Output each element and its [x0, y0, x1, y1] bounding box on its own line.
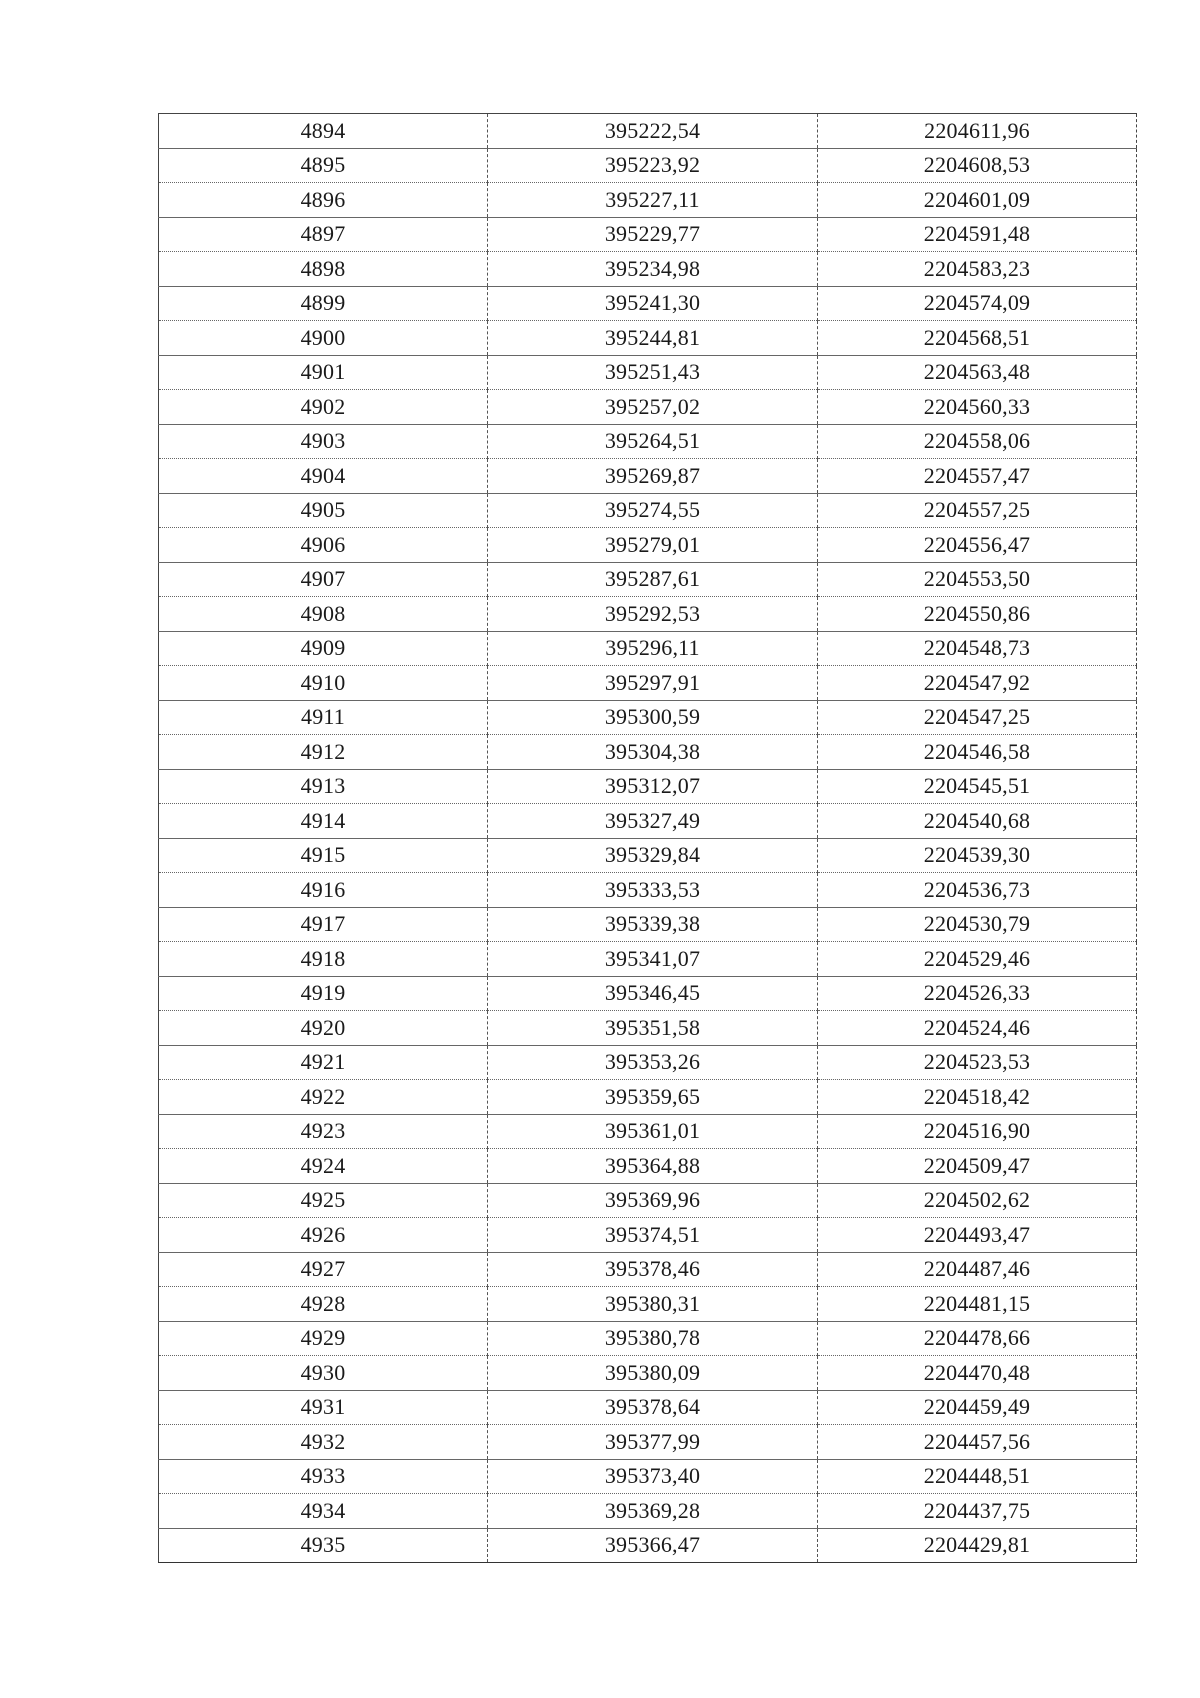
- table-cell-y: 2204487,46: [818, 1252, 1137, 1287]
- table-row: [159, 355, 1137, 390]
- table-cell-x: 395227,11: [488, 183, 818, 218]
- table-cell-y: 2204523,53: [818, 1045, 1137, 1080]
- table-row: [159, 1252, 1137, 1287]
- table-cell-point: 4912: [159, 735, 488, 770]
- table-row: [159, 493, 1137, 528]
- table-cell-y: 2204524,46: [818, 1011, 1137, 1046]
- table-row: [159, 1459, 1137, 1494]
- table-cell-x: 395279,01: [488, 528, 818, 563]
- table-cell-x: 395333,53: [488, 873, 818, 908]
- table-cell-x: 395327,49: [488, 804, 818, 839]
- table-cell-point: 4896: [159, 183, 488, 218]
- table-cell-y: 2204574,09: [818, 286, 1137, 321]
- table-cell-x: 395251,43: [488, 355, 818, 390]
- table-row: [159, 907, 1137, 942]
- table-cell-x: 395369,96: [488, 1183, 818, 1218]
- table-cell-point: 4906: [159, 528, 488, 563]
- table-row: [159, 942, 1137, 977]
- table-cell-y: 2204556,47: [818, 528, 1137, 563]
- table-cell-point: 4935: [159, 1528, 488, 1563]
- table-cell-x: 395373,40: [488, 1459, 818, 1494]
- table-cell-x: 395339,38: [488, 907, 818, 942]
- table-row: [159, 1218, 1137, 1253]
- table-cell-x: 395364,88: [488, 1149, 818, 1184]
- table-cell-x: 395229,77: [488, 217, 818, 252]
- table-row: [159, 631, 1137, 666]
- table-row: [159, 1080, 1137, 1115]
- table-cell-x: 395241,30: [488, 286, 818, 321]
- table-row: [159, 1321, 1137, 1356]
- table-row: [159, 769, 1137, 804]
- table-cell-y: 2204545,51: [818, 769, 1137, 804]
- table-cell-point: 4899: [159, 286, 488, 321]
- table-cell-y: 2204502,62: [818, 1183, 1137, 1218]
- table-row: [159, 114, 1137, 149]
- table-cell-x: 395234,98: [488, 252, 818, 287]
- table-cell-point: 4923: [159, 1114, 488, 1149]
- table-row: [159, 1425, 1137, 1460]
- table-cell-point: 4902: [159, 390, 488, 425]
- table-cell-point: 4924: [159, 1149, 488, 1184]
- table-cell-y: 2204550,86: [818, 597, 1137, 632]
- table-cell-y: 2204548,73: [818, 631, 1137, 666]
- table-cell-point: 4934: [159, 1494, 488, 1529]
- table-row: [159, 1011, 1137, 1046]
- table-cell-x: 395346,45: [488, 976, 818, 1011]
- table-row: [159, 1356, 1137, 1391]
- table-cell-x: 395223,92: [488, 148, 818, 183]
- table-cell-y: 2204546,58: [818, 735, 1137, 770]
- table-cell-y: 2204437,75: [818, 1494, 1137, 1529]
- table-cell-point: 4917: [159, 907, 488, 942]
- table-cell-y: 2204493,47: [818, 1218, 1137, 1253]
- table-cell-point: 4930: [159, 1356, 488, 1391]
- table-row: [159, 252, 1137, 287]
- table-cell-y: 2204583,23: [818, 252, 1137, 287]
- table-row: [159, 666, 1137, 701]
- table-cell-point: 4908: [159, 597, 488, 632]
- table-cell-y: 2204591,48: [818, 217, 1137, 252]
- table-cell-y: 2204481,15: [818, 1287, 1137, 1322]
- table-cell-x: 395269,87: [488, 459, 818, 494]
- table-cell-y: 2204563,48: [818, 355, 1137, 390]
- table-row: [159, 1045, 1137, 1080]
- table-cell-y: 2204518,42: [818, 1080, 1137, 1115]
- table-cell-y: 2204553,50: [818, 562, 1137, 597]
- table-row: [159, 286, 1137, 321]
- table-row: [159, 321, 1137, 356]
- table-cell-y: 2204516,90: [818, 1114, 1137, 1149]
- table-cell-point: 4910: [159, 666, 488, 701]
- table-cell-y: 2204470,48: [818, 1356, 1137, 1391]
- table-cell-y: 2204448,51: [818, 1459, 1137, 1494]
- coordinates-table: [158, 113, 1137, 1563]
- table-cell-y: 2204547,25: [818, 700, 1137, 735]
- table-cell-x: 395244,81: [488, 321, 818, 356]
- table-cell-point: 4927: [159, 1252, 488, 1287]
- table-cell-point: 4904: [159, 459, 488, 494]
- table-cell-point: 4897: [159, 217, 488, 252]
- table-row: [159, 1287, 1137, 1322]
- table-row: [159, 976, 1137, 1011]
- table-cell-x: 395369,28: [488, 1494, 818, 1529]
- table-row: [159, 1114, 1137, 1149]
- table-cell-x: 395296,11: [488, 631, 818, 666]
- table-cell-y: 2204457,56: [818, 1425, 1137, 1460]
- table-row: [159, 390, 1137, 425]
- table-cell-x: 395274,55: [488, 493, 818, 528]
- table-cell-y: 2204611,96: [818, 114, 1137, 149]
- table-cell-y: 2204429,81: [818, 1528, 1137, 1563]
- table-cell-point: 4918: [159, 942, 488, 977]
- table-cell-x: 395264,51: [488, 424, 818, 459]
- table-row: [159, 838, 1137, 873]
- table-cell-x: 395353,26: [488, 1045, 818, 1080]
- table-cell-point: 4901: [159, 355, 488, 390]
- table-row: [159, 1390, 1137, 1425]
- table-cell-point: 4915: [159, 838, 488, 873]
- table-cell-point: 4928: [159, 1287, 488, 1322]
- table-cell-x: 395366,47: [488, 1528, 818, 1563]
- table-cell-x: 395351,58: [488, 1011, 818, 1046]
- table-cell-y: 2204560,33: [818, 390, 1137, 425]
- table-cell-y: 2204529,46: [818, 942, 1137, 977]
- table-cell-x: 395359,65: [488, 1080, 818, 1115]
- table-cell-point: 4925: [159, 1183, 488, 1218]
- table-row: [159, 459, 1137, 494]
- table-cell-x: 395378,64: [488, 1390, 818, 1425]
- table-cell-point: 4916: [159, 873, 488, 908]
- table-row: [159, 597, 1137, 632]
- table-cell-point: 4905: [159, 493, 488, 528]
- table-cell-point: 4900: [159, 321, 488, 356]
- table-cell-point: 4903: [159, 424, 488, 459]
- table-cell-point: 4932: [159, 1425, 488, 1460]
- table-cell-x: 395292,53: [488, 597, 818, 632]
- table-row: [159, 217, 1137, 252]
- table-cell-x: 395312,07: [488, 769, 818, 804]
- table-cell-y: 2204558,06: [818, 424, 1137, 459]
- table-cell-point: 4913: [159, 769, 488, 804]
- table-cell-point: 4909: [159, 631, 488, 666]
- table-cell-x: 395361,01: [488, 1114, 818, 1149]
- table-row: [159, 148, 1137, 183]
- table-cell-x: 395380,09: [488, 1356, 818, 1391]
- table-cell-x: 395380,31: [488, 1287, 818, 1322]
- table-cell-y: 2204568,51: [818, 321, 1137, 356]
- coordinates-table-body: [159, 114, 1137, 1563]
- table-cell-x: 395374,51: [488, 1218, 818, 1253]
- table-row: [159, 873, 1137, 908]
- table-cell-x: 395378,46: [488, 1252, 818, 1287]
- table-row: [159, 804, 1137, 839]
- table-row: [159, 1494, 1137, 1529]
- table-cell-y: 2204530,79: [818, 907, 1137, 942]
- table-cell-y: 2204509,47: [818, 1149, 1137, 1184]
- table-cell-x: 395222,54: [488, 114, 818, 149]
- table-cell-x: 395304,38: [488, 735, 818, 770]
- table-cell-y: 2204601,09: [818, 183, 1137, 218]
- table-row: [159, 735, 1137, 770]
- table-cell-y: 2204539,30: [818, 838, 1137, 873]
- table-row: [159, 1528, 1137, 1563]
- table-cell-point: 4931: [159, 1390, 488, 1425]
- table-cell-x: 395329,84: [488, 838, 818, 873]
- table-cell-y: 2204540,68: [818, 804, 1137, 839]
- table-row: [159, 700, 1137, 735]
- table-cell-point: 4895: [159, 148, 488, 183]
- table-cell-y: 2204547,92: [818, 666, 1137, 701]
- table-cell-x: 395377,99: [488, 1425, 818, 1460]
- table-cell-x: 395380,78: [488, 1321, 818, 1356]
- table-row: [159, 183, 1137, 218]
- table-cell-point: 4914: [159, 804, 488, 839]
- table-cell-y: 2204526,33: [818, 976, 1137, 1011]
- table-cell-point: 4920: [159, 1011, 488, 1046]
- table-cell-point: 4933: [159, 1459, 488, 1494]
- table-cell-x: 395287,61: [488, 562, 818, 597]
- table-cell-point: 4919: [159, 976, 488, 1011]
- table-row: [159, 424, 1137, 459]
- table-cell-point: 4922: [159, 1080, 488, 1115]
- table-cell-point: 4898: [159, 252, 488, 287]
- table-cell-y: 2204557,47: [818, 459, 1137, 494]
- table-cell-point: 4926: [159, 1218, 488, 1253]
- table-row: [159, 528, 1137, 563]
- table-cell-point: 4894: [159, 114, 488, 149]
- table-cell-point: 4911: [159, 700, 488, 735]
- table-cell-y: 2204536,73: [818, 873, 1137, 908]
- table-cell-x: 395341,07: [488, 942, 818, 977]
- table-row: [159, 1183, 1137, 1218]
- table-cell-x: 395297,91: [488, 666, 818, 701]
- table-cell-y: 2204459,49: [818, 1390, 1137, 1425]
- table-cell-y: 2204608,53: [818, 148, 1137, 183]
- table-cell-x: 395257,02: [488, 390, 818, 425]
- table-cell-y: 2204478,66: [818, 1321, 1137, 1356]
- table-cell-point: 4929: [159, 1321, 488, 1356]
- table-cell-point: 4907: [159, 562, 488, 597]
- table-cell-point: 4921: [159, 1045, 488, 1080]
- table-cell-x: 395300,59: [488, 700, 818, 735]
- table-cell-y: 2204557,25: [818, 493, 1137, 528]
- table-row: [159, 1149, 1137, 1184]
- table-row: [159, 562, 1137, 597]
